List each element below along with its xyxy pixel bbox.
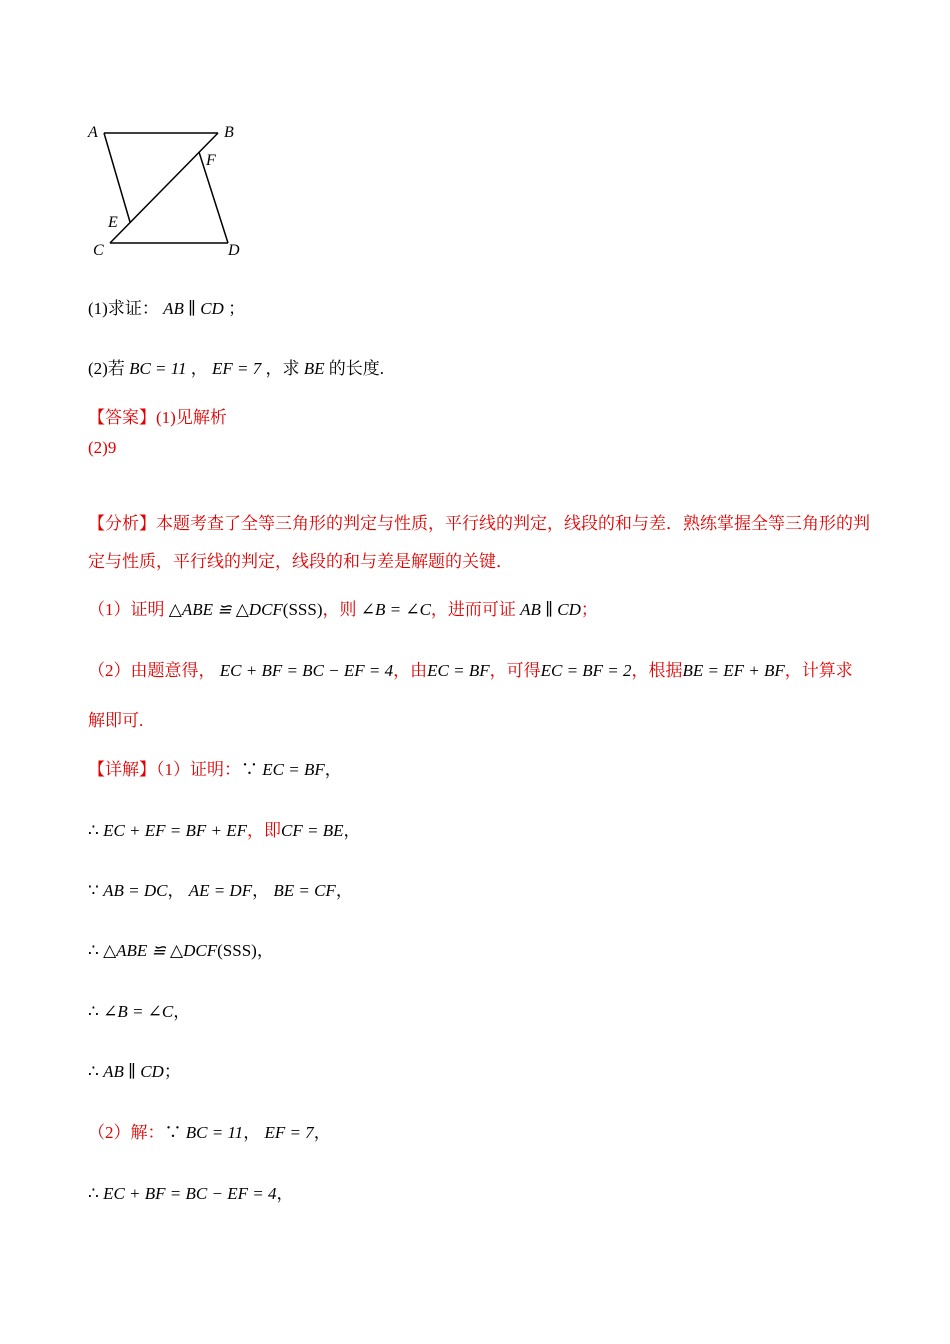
answer-part2: (2)9 xyxy=(88,438,117,457)
s2-end: ，计算求 xyxy=(784,661,853,680)
detail-line1 xyxy=(88,755,342,780)
detail-comma: ， xyxy=(335,881,353,900)
detail-eq-l5: ∠B = ∠C xyxy=(103,1002,174,1021)
detail-l2-mid: ，即 xyxy=(247,821,282,840)
because-symbol: ∵ xyxy=(164,1123,182,1142)
s1-mid: ，则 xyxy=(322,600,357,619)
detail-eq-l7b: EF = 7 xyxy=(264,1123,314,1142)
segment-ae xyxy=(104,133,130,222)
detail-eq-l1: EC = BF xyxy=(262,760,325,779)
detail-line7 xyxy=(88,1118,331,1143)
detail-eq-l6: AB ∥ CD xyxy=(103,1062,164,1081)
s2-mid2: ，可得 xyxy=(489,661,541,680)
detail-eq-l7a: BC = 11 xyxy=(185,1123,244,1142)
detail-comma: ， xyxy=(252,881,270,900)
detail-eq-l4: △ABE ≌ △DCF xyxy=(103,941,218,960)
answer-tag: 【答案】 xyxy=(88,408,156,427)
s2-eq3: EC = BF = 2 xyxy=(540,661,632,680)
q1-end: ； xyxy=(228,299,246,318)
detail-eq-l3c: BE = CF xyxy=(273,881,336,900)
s1-sss: (SSS) xyxy=(282,600,323,619)
detail-line3 xyxy=(88,876,353,901)
analysis-step2-cont xyxy=(88,706,143,731)
because-symbol: ∵ xyxy=(241,760,258,779)
label-e: E xyxy=(108,214,118,231)
analysis-line1 xyxy=(88,509,870,534)
q1-prefix: (1)求证： xyxy=(88,299,159,318)
detail-line8 xyxy=(88,1179,293,1204)
detail-comma: ， xyxy=(167,881,185,900)
detail-comma: ， xyxy=(276,1184,294,1203)
s2-mid: ，由 xyxy=(393,661,428,680)
label-a: A xyxy=(88,124,98,141)
detail-comma: ， xyxy=(313,1123,331,1142)
detail-p1-prefix: （1）证明： xyxy=(156,760,241,779)
q2-prefix: (2)若 xyxy=(88,359,125,378)
therefore-symbol: ∴ xyxy=(88,1002,99,1021)
because-symbol: ∵ xyxy=(88,881,99,900)
therefore-symbol: ∴ xyxy=(88,941,99,960)
s1-angle: ∠B = ∠C xyxy=(360,600,431,619)
detail-line4 xyxy=(88,936,274,961)
detail-l4-sss: (SSS) xyxy=(217,941,257,960)
analysis-step2 xyxy=(88,656,853,681)
question-part1 xyxy=(88,294,245,319)
s1-par: AB ∥ CD xyxy=(520,600,581,619)
label-c: C xyxy=(93,242,104,259)
therefore-symbol: ∴ xyxy=(88,1062,99,1081)
s2-eq1: EC + BF = BC − EF = 4 xyxy=(219,661,394,680)
answer-line1 xyxy=(88,403,227,428)
s2-mid3: ，根据 xyxy=(631,661,683,680)
q2-mid: ，求 xyxy=(265,359,300,378)
detail-eq-l3b: AE = DF xyxy=(188,881,253,900)
analysis-text1: 本题考查了全等三角形的判定与性质，平行线的判定，线段的和与差．熟练掌握全等三角形的判 xyxy=(156,514,870,533)
answer-line2 xyxy=(88,438,116,458)
answer-part1: (1)见解析 xyxy=(156,408,227,427)
q2-be: BE xyxy=(303,359,325,378)
q2-ef: EF = 7 xyxy=(212,359,262,378)
detail-semicolon: ； xyxy=(163,1062,181,1081)
q2-end: 的长度. xyxy=(328,359,385,378)
question-part2 xyxy=(88,354,384,379)
detail-l2-end: ， xyxy=(343,821,361,840)
label-d: D xyxy=(228,242,240,259)
detail-line5 xyxy=(88,997,190,1022)
detail-comma: ， xyxy=(173,1002,191,1021)
therefore-symbol: ∴ xyxy=(88,821,99,840)
detail-comma: ， xyxy=(243,1123,261,1142)
segment-bc xyxy=(110,133,218,243)
analysis-text2: 定与性质，平行线的判定，线段的和与差是解题的关键． xyxy=(88,552,513,571)
therefore-symbol: ∴ xyxy=(88,1184,99,1203)
detail-comma: ， xyxy=(256,941,274,960)
q2-bc: BC = 11 xyxy=(129,359,187,378)
s1-end: ； xyxy=(580,600,598,619)
s1-tri: △ABE ≌ △DCF xyxy=(168,600,283,619)
analysis-line2 xyxy=(88,547,513,572)
q1-math: AB ∥ CD xyxy=(163,299,224,318)
q2-sep: ， xyxy=(190,359,208,378)
detail-line2 xyxy=(88,816,361,841)
s1-prefix: （1）证明 xyxy=(88,600,165,619)
analysis-tag: 【分析】 xyxy=(88,514,156,533)
detail-line6 xyxy=(88,1057,181,1082)
label-b: B xyxy=(224,124,234,141)
s2-eq2: EC = BF xyxy=(427,661,490,680)
s2-prefix: （2）由题意得， xyxy=(88,661,216,680)
s2-eq4: BE = EF + BF xyxy=(682,661,785,680)
detail-eq-l2b: CF = BE xyxy=(281,821,344,840)
s1-mid2: ，进而可证 xyxy=(430,600,516,619)
detail-eq-l3a: AB = DC xyxy=(103,881,168,900)
s2-line2: 解即可. xyxy=(88,711,144,730)
detail-tag: 【详解】 xyxy=(88,760,156,779)
geometry-figure xyxy=(80,115,260,275)
detail-eq-l8: EC + BF = BC − EF = 4 xyxy=(103,1184,277,1203)
detail-eq-l2: EC + EF = BF + EF xyxy=(103,821,248,840)
detail-l1-end: ， xyxy=(324,760,342,779)
analysis-step1 xyxy=(88,595,598,620)
label-f: F xyxy=(206,152,216,169)
detail-p2-prefix: （2）解： xyxy=(88,1123,165,1142)
